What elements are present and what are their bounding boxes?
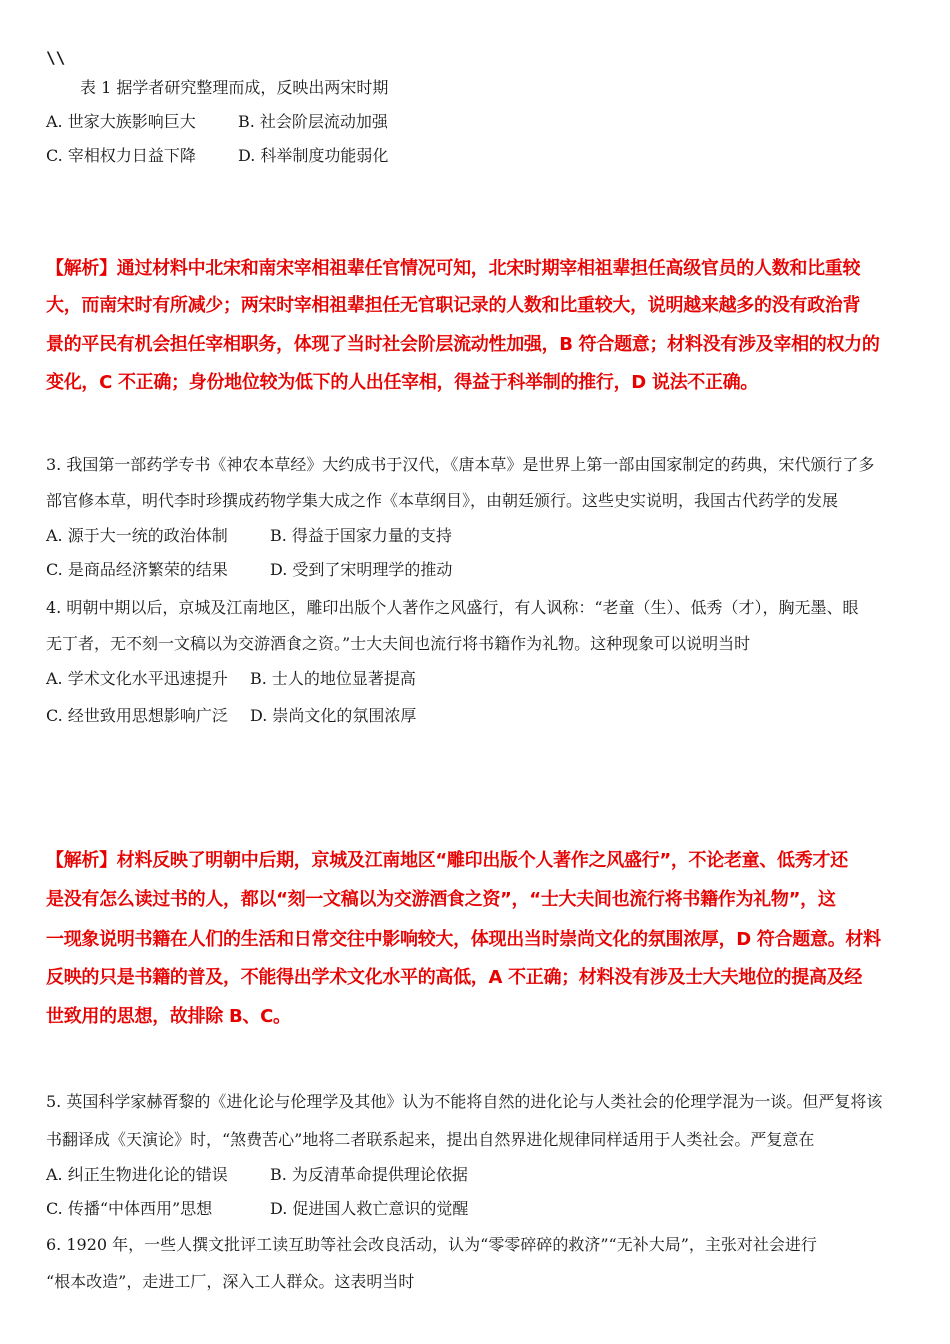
option-d[interactable]: D. 促进国人救亡意识的觉醒: [270, 1199, 469, 1218]
analysis-1-line-4: 变化，C 不正确；身份地位较为低下的人出任宰相，得益于科举制的推行，D 说法不正确。: [46, 372, 759, 393]
option-d[interactable]: D. 崇尚文化的氛围浓厚: [250, 706, 417, 725]
option-a[interactable]: A. 纠正生物进化论的错误: [46, 1165, 228, 1184]
analysis-2-line-4: 反映的只是书籍的普及，不能得出学术文化水平的高低，A 不正确；材料没有涉及士大夫地位的提高及经: [46, 967, 863, 988]
question-3-line-2: 部官修本草，明代李时珍撰成药物学集大成之作《本草纲目》，由朝廷颁行。这些史实说明，我国古代药学的发展: [46, 491, 839, 510]
option-b[interactable]: B. 社会阶层流动加强: [238, 112, 388, 131]
analysis-2-line-2: 是没有怎么读过书的人，都以“刻一文稿以为交游酒食之资”，“士大夫间也流行将书籍作为礼物”，这: [46, 889, 836, 910]
option-b[interactable]: B. 士人的地位显著提高: [250, 669, 416, 688]
option-c[interactable]: C. 宰相权力日益下降: [46, 146, 196, 165]
question-2-stem: 表 1 据学者研究整理而成，反映出两宋时期: [80, 78, 389, 97]
option-a[interactable]: A. 世家大族影响巨大: [46, 112, 196, 131]
question-6-line-1: 6. 1920 年，一些人撰文批评工读互助等社会改良活动，认为“零零碎碎的救济”“无补大局”，主张对社会进行: [46, 1235, 817, 1254]
question-4-line-1: 4. 明朝中期以后，京城及江南地区，雕印出版个人著作之风盛行，有人讽称：“老童（生）、低秀（才），胸无墨、眼: [46, 598, 859, 617]
analysis-1-line-3: 景的平民有机会担任宰相职务，体现了当时社会阶层流动性加强，B 符合题意；材料没有涉及宰相的权力的: [46, 334, 880, 355]
analysis-1-line-1: 【解析】通过材料中北宋和南宋宰相祖辈任官情况可知，北宋时期宰相祖辈担任高级官员的人数和比重较: [46, 258, 861, 279]
analysis-2-line-1: 【解析】材料反映了明朝中后期，京城及江南地区“雕印出版个人著作之风盛行”，不论老童、低秀才还: [46, 850, 848, 871]
option-a[interactable]: A. 学术文化水平迅速提升: [46, 669, 228, 688]
option-c[interactable]: C. 传播“中体西用”思想: [46, 1199, 213, 1218]
analysis-2-line-5: 世致用的思想，故排除 B、C。: [46, 1006, 291, 1027]
question-4-line-2: 无丁者，无不刻一文稿以为交游酒食之资。”士大夫间也流行将书籍作为礼物。这种现象可以说明当时: [46, 634, 751, 653]
option-c[interactable]: C. 是商品经济繁荣的结果: [46, 560, 228, 579]
question-5-line-1: 5. 英国科学家赫胥黎的《进化论与伦理学及其他》认为不能将自然的进化论与人类社会的伦理学混为一谈。但严复将该: [46, 1092, 883, 1111]
option-d[interactable]: D. 科举制度功能弱化: [238, 146, 389, 165]
option-a[interactable]: A. 源于大一统的政治体制: [46, 526, 228, 545]
question-3-line-1: 3. 我国第一部药学专书《神农本草经》大约成书于汉代，《唐本草》是世界上第一部由国家制定的药典，宋代颁行了多: [46, 455, 875, 474]
option-c[interactable]: C. 经世致用思想影响广泛: [46, 706, 228, 725]
analysis-2-line-3: 一现象说明书籍在人们的生活和日常交往中影响较大，体现出当时崇尚文化的氛围浓厚，D 符合题意。材料: [46, 929, 881, 950]
header-mark: \\: [46, 48, 66, 67]
option-b[interactable]: B. 为反清革命提供理论依据: [270, 1165, 468, 1184]
question-6-line-2: “根本改造”，走进工厂，深入工人群众。这表明当时: [46, 1272, 415, 1291]
question-5-line-2: 书翻译成《天演论》时，“煞费苦心”地将二者联系起来，提出自然界进化规律同样适用于人类社会。严复意在: [46, 1130, 815, 1149]
option-d[interactable]: D. 受到了宋明理学的推动: [270, 560, 453, 579]
option-b[interactable]: B. 得益于国家力量的支持: [270, 526, 452, 545]
analysis-1-line-2: 大，而南宋时有所减少；两宋时宰相祖辈担任无官职记录的人数和比重较大，说明越来越多的没有政治背: [46, 295, 861, 316]
